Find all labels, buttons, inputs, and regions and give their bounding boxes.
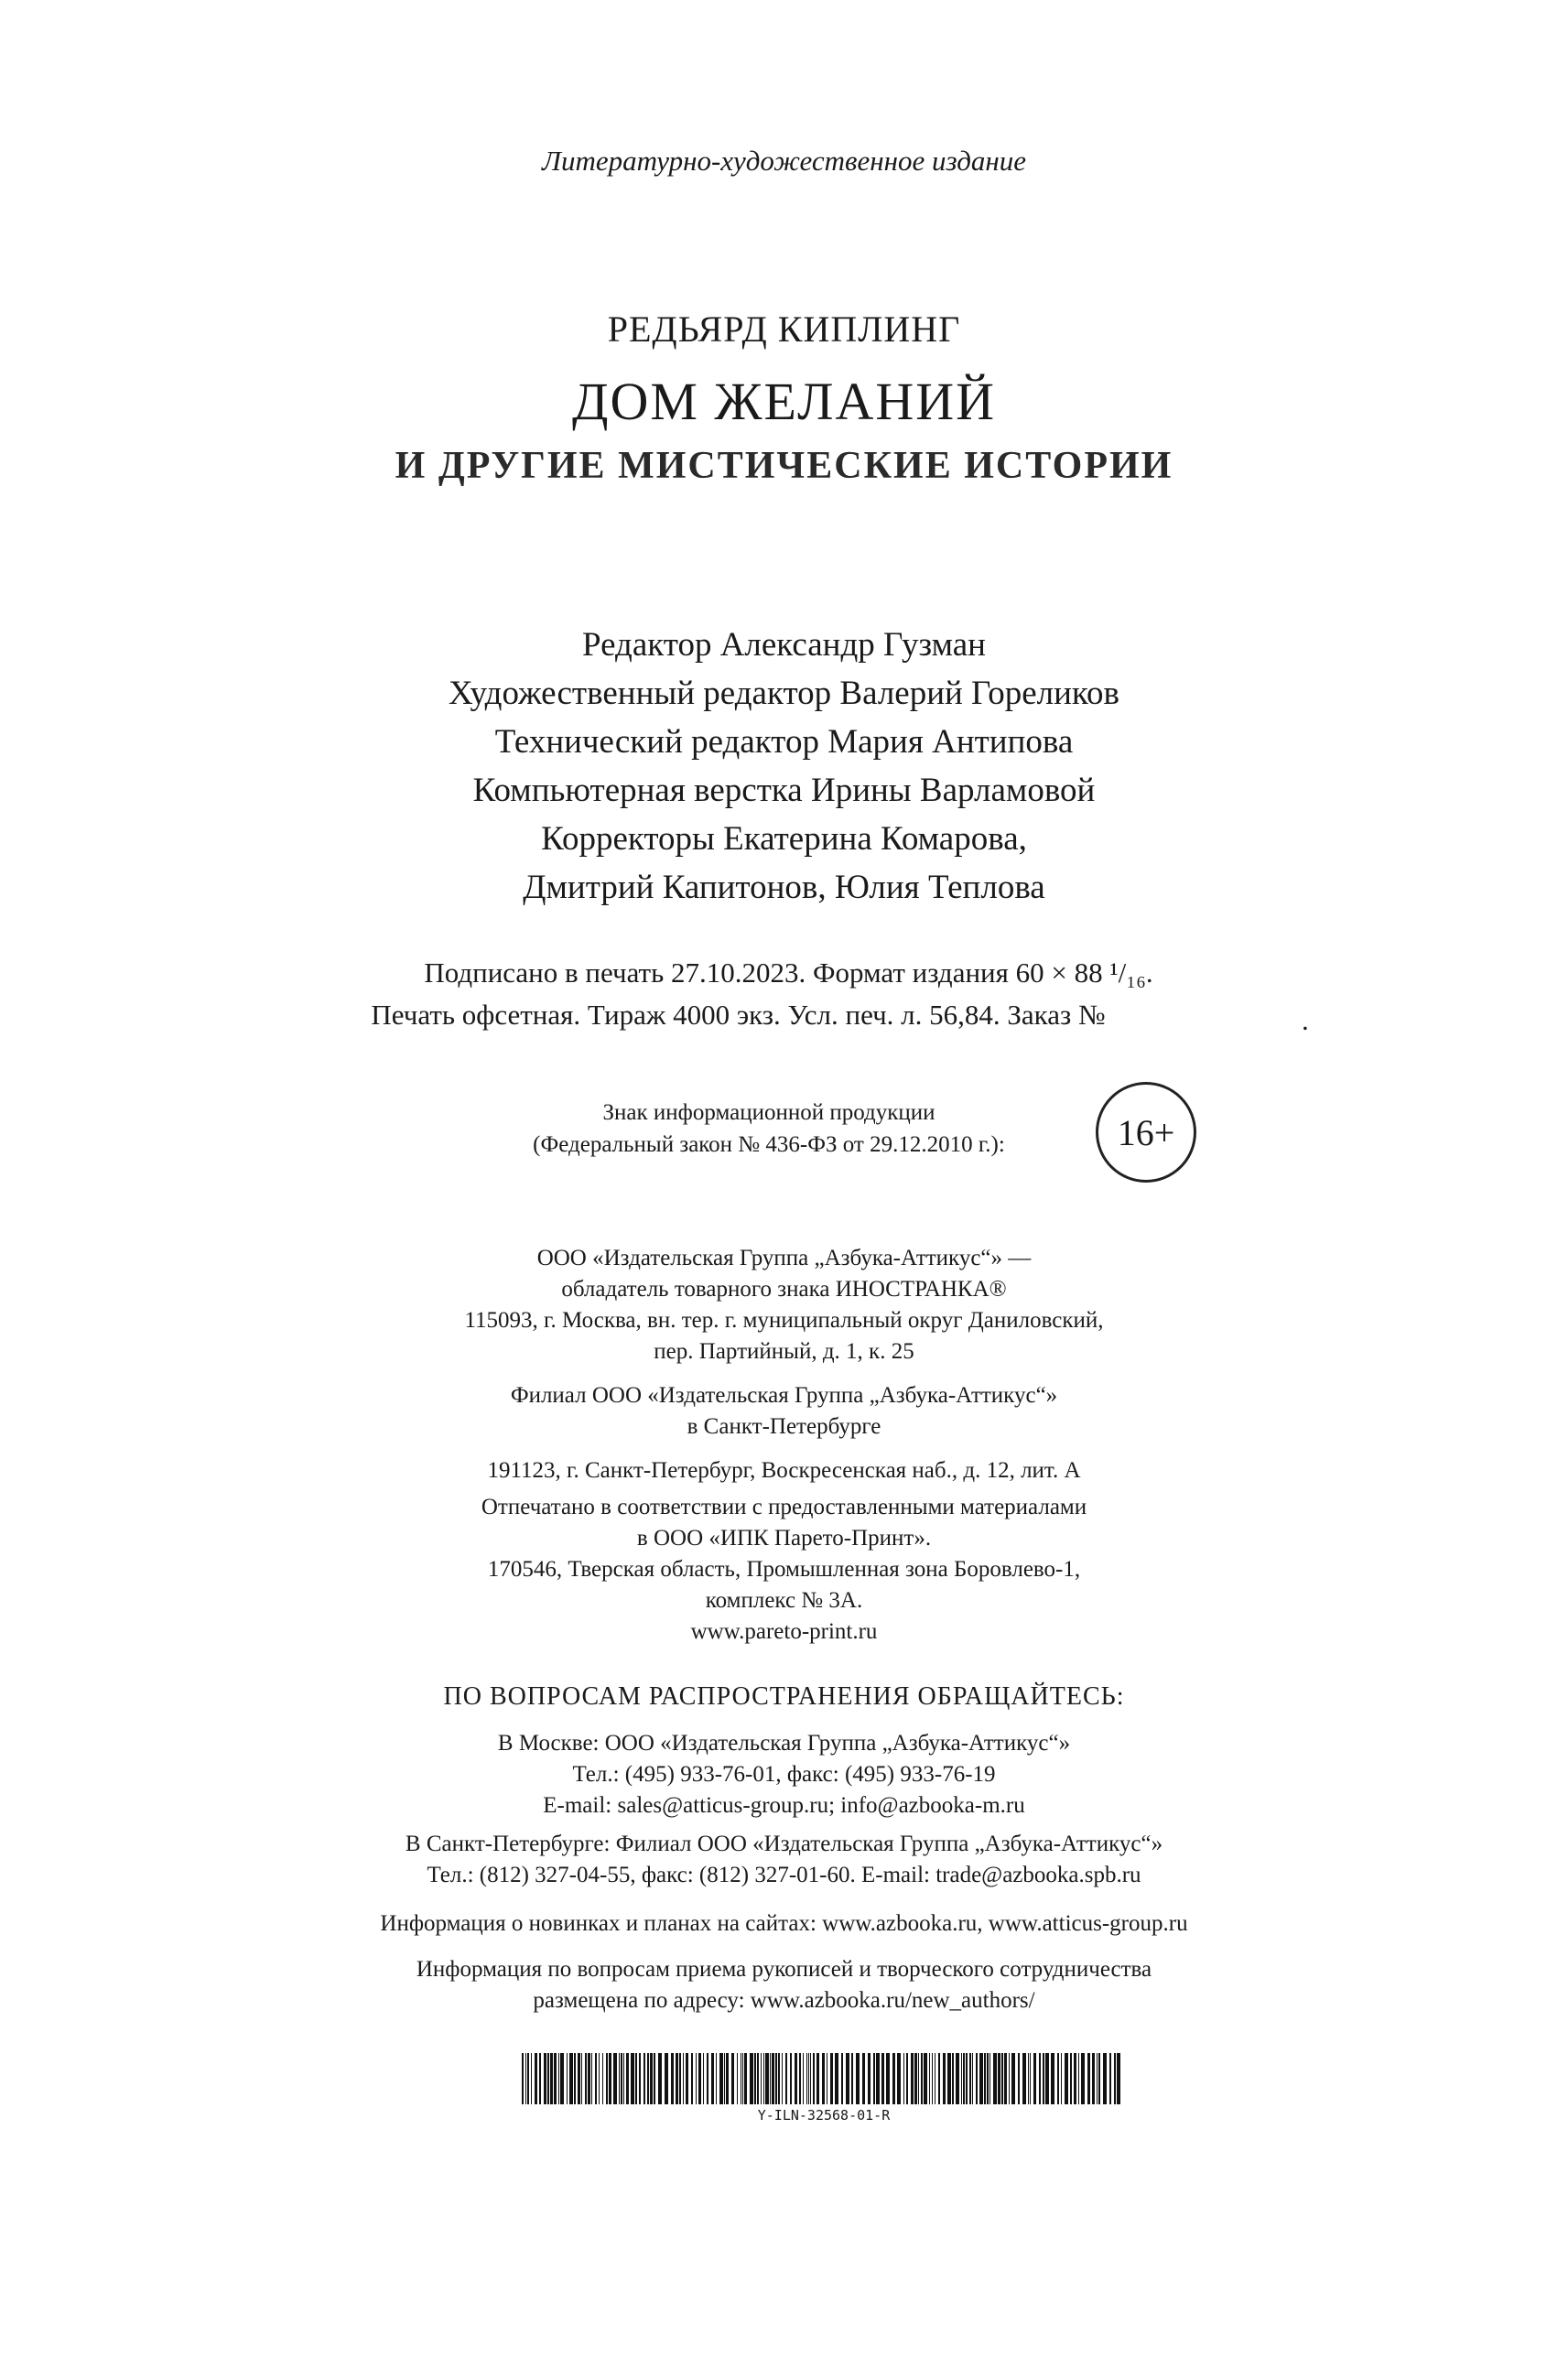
branch-address	[0, 1455, 1568, 1486]
age-rating-badge	[1096, 1082, 1196, 1183]
branch-line: Филиал ООО «Издательская Группа „Азбука-Аттикус“»	[510, 1383, 1058, 1408]
credit-line: Художественный редактор Валерий Гореликов	[449, 675, 1119, 712]
spb-line: В Санкт-Петербурге: Филиал ООО «Издательская Группа „Азбука-Аттикус“»	[405, 1832, 1163, 1856]
distribution-spb	[0, 1829, 1568, 1891]
printer-line: Отпечатано в соответствии с предоставленными материалами	[481, 1495, 1087, 1519]
barcode-image	[522, 2053, 1126, 2104]
publisher-line: обладатель товарного знака ИНОСТРАНКА®	[561, 1277, 1007, 1302]
distribution-moscow	[0, 1728, 1568, 1821]
genre-label: Литературно-художественное издание	[541, 145, 1027, 177]
authors-info-line: Информация по вопросам приема рукописей и творческого сотрудничества	[416, 1957, 1152, 1982]
print-info	[0, 952, 1568, 1036]
author-name: РЕДЬЯРД КИПЛИНГ	[607, 308, 961, 350]
moscow-line: В Москве: ООО «Издательская Группа „Азбука-Аттикус“»	[497, 1731, 1071, 1756]
publisher-line: ООО «Издательская Группа „Азбука-Аттикус“» —	[536, 1246, 1032, 1270]
barcode-label: Y-ILN-32568-01-R	[757, 2107, 891, 2124]
publisher-line: 115093, г. Москва, вн. тер. г. муниципальный округ Даниловский,	[464, 1308, 1104, 1333]
branch-line: в Санкт-Петербурге	[687, 1414, 881, 1439]
printer-website: www.pareto-print.ru	[690, 1619, 878, 1644]
print-info-line: Печать офсетная. Тираж 4000 экз. Усл. печ. л. 56,84. Заказ №	[371, 999, 1106, 1031]
printer-line: 170546, Тверская область, Промышленная зона Боровлево-1,	[487, 1557, 1081, 1582]
authors-info-line: размещена по адресу: www.azbooka.ru/new_authors/	[533, 1988, 1035, 2013]
publisher-line: пер. Партийный, д. 1, к. 25	[654, 1339, 914, 1364]
moscow-line: Тел.: (495) 933-76-01, факс: (495) 933-76-19	[572, 1762, 996, 1787]
publisher-block	[0, 1243, 1568, 1367]
printer-line: комплекс № 3А.	[705, 1588, 863, 1613]
branch-address-line: 191123, г. Санкт-Петербург, Воскресенская наб., д. 12, лит. А	[487, 1458, 1081, 1483]
news-info-line: Информация о новинках и планах на сайтах: www.azbooka.ru, www.atticus-group.ru	[380, 1911, 1188, 1936]
news-info	[0, 1908, 1568, 1940]
authors-info	[0, 1954, 1568, 2016]
branch-block	[0, 1380, 1568, 1443]
credit-line: Технический редактор Мария Антипова	[494, 723, 1074, 761]
spb-line: Тел.: (812) 327-04-55, факс: (812) 327-01-60. E-mail: trade@azbooka.spb.ru	[427, 1863, 1141, 1887]
print-info-dot: .	[1302, 1004, 1309, 1036]
credit-line: Корректоры Екатерина Комарова,	[541, 820, 1027, 858]
printer-line: в ООО «ИПК Парето-Принт».	[636, 1526, 932, 1551]
distribution-heading: ПО ВОПРОСАМ РАСПРОСТРАНЕНИЯ ОБРАЩАЙТЕСЬ:	[443, 1682, 1125, 1711]
age-note-line: Знак информационной продукции	[602, 1100, 935, 1125]
credit-line: Редактор Александр Гузман	[582, 626, 986, 664]
credit-line: Компьютерная верстка Ирины Варламовой	[472, 772, 1096, 809]
book-subtitle: И ДРУГИЕ МИСТИЧЕСКИЕ ИСТОРИИ	[395, 445, 1173, 487]
book-title: ДОМ ЖЕЛАНИЙ	[571, 372, 997, 431]
age-rating-note	[458, 1097, 1080, 1161]
moscow-line: E-mail: sales@atticus-group.ru; info@azbooka-m.ru	[543, 1793, 1025, 1818]
printer-block	[0, 1492, 1568, 1648]
age-note-line: (Федеральный закон № 436-ФЗ от 29.12.2010 г.):	[533, 1132, 1005, 1157]
credits-block	[0, 621, 1568, 912]
age-rating-value: 16+	[1117, 1111, 1175, 1153]
print-info-line: Подписано в печать 27.10.2023. Формат издания 60 × 88 ¹/₁₆.	[424, 957, 1153, 989]
credit-line: Дмитрий Капитонов, Юлия Теплова	[523, 869, 1045, 906]
